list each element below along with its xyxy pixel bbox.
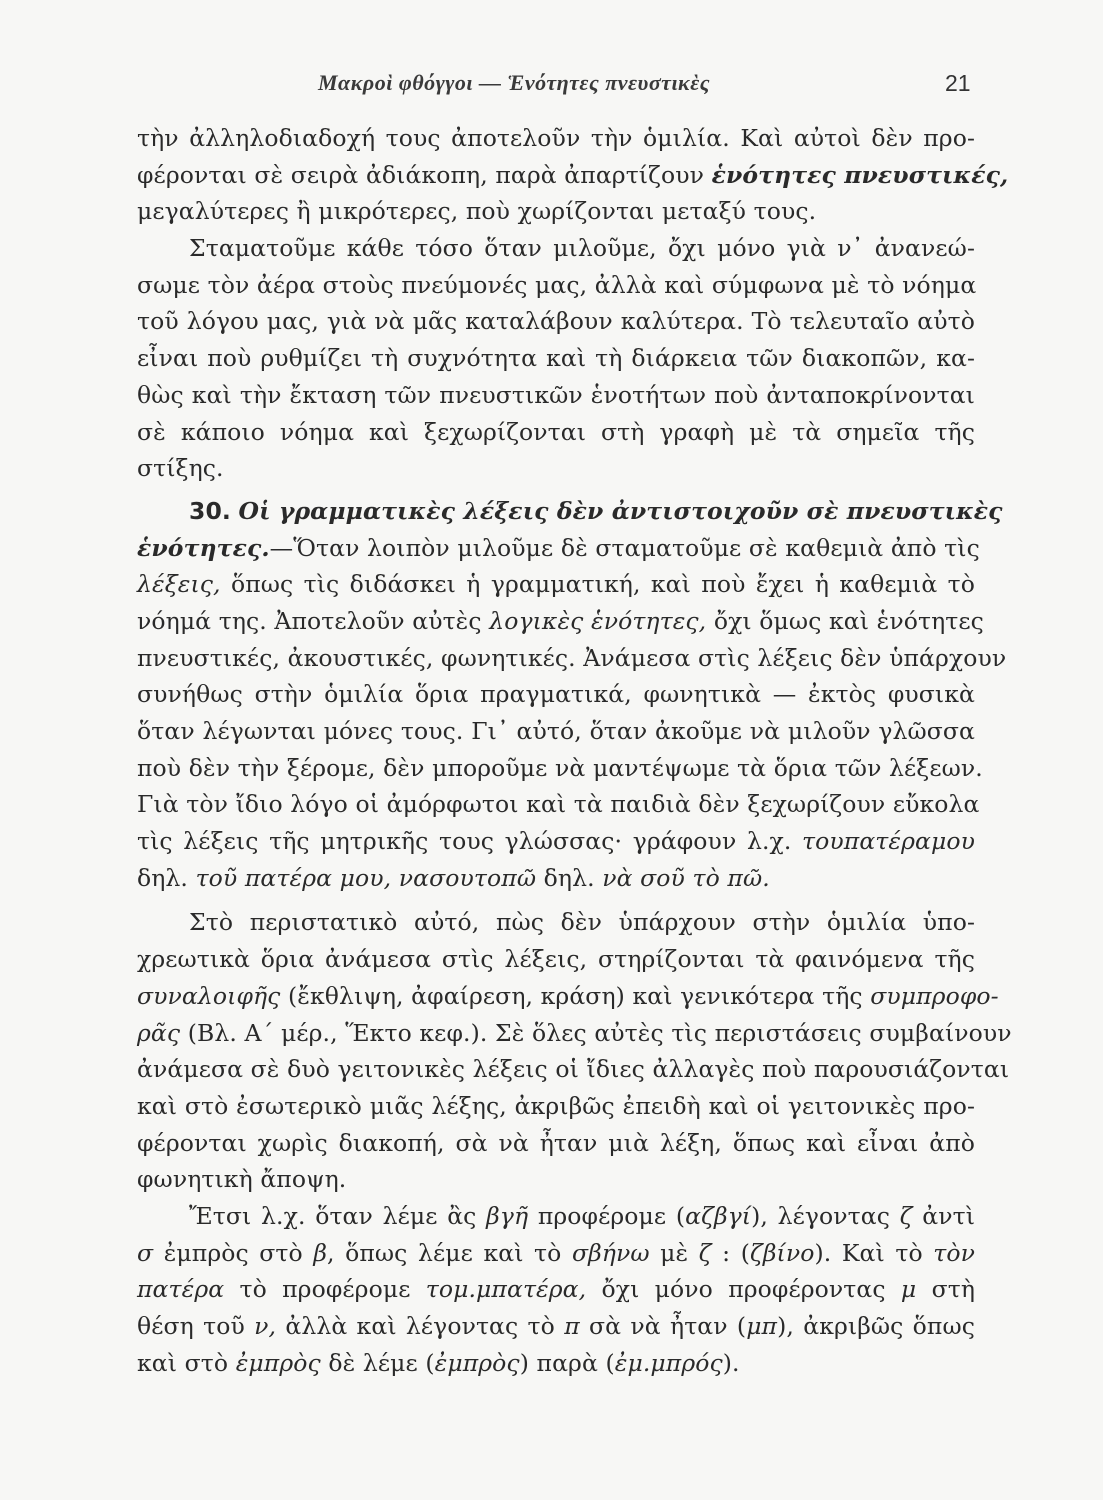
text-line: ὅταν λέγωνται μόνες τους. Γι᾿ αὐτό, ὅταν ἀκοῦμε νὰ μιλοῦν γλῶσσα xyxy=(137,717,975,745)
text-line: στίξης. xyxy=(137,454,224,483)
text-line: καὶ στὸ ἐμπρὸς δὲ λέμε (ἐμπρὸς) παρὰ (ἐμ.μπρός). xyxy=(137,1348,740,1377)
text-line: καὶ στὸ ἐσωτερικὸ μιᾶς λέξης, ἀκριβῶς ἐπειδὴ καὶ οἱ γειτονικὲς προ- xyxy=(137,1091,975,1120)
text-line: φέρονται χωρὶς διακοπή, σὰ νὰ ἦταν μιὰ λέξη, ὅπως καὶ εἶναι ἀπὸ xyxy=(137,1128,975,1157)
text-line: φωνητικὴ ἄποψη. xyxy=(137,1165,347,1194)
text-line: νόημά της. Ἀποτελοῦν αὐτὲς λογικὲς ἑνότητες, ὄχι ὅμως καὶ ἑνότητες xyxy=(137,606,984,635)
text-line: τὶς λέξεις τῆς μητρικῆς τους γλώσσας· γράφουν λ.χ. τουπατέραμου xyxy=(137,827,975,856)
text-line: συνήθως στὴν ὁμιλία ὅρια πραγματικά, φωνητικὰ — ἐκτὸς φυσικὰ xyxy=(137,680,975,709)
running-title: Μακροὶ φθόγγοι — Ἑνότητες πνευστικὲς xyxy=(318,70,711,95)
text-line: θέση τοῦ ν, ἀλλὰ καὶ λέγοντας τὸ π σὰ νὰ ἦταν (μπ), ἀκριβῶς ὅπως xyxy=(137,1312,976,1340)
text-line: δηλ. τοῦ πατέρα μου, νασουτοπῶ δηλ. νὰ σοῦ τὸ πῶ. xyxy=(137,863,770,892)
text-line: σωμε τὸν ἀέρα στοὺς πνεύμονές μας, ἀλλὰ καὶ σύμφωνα μὲ τὸ νόημα xyxy=(137,270,977,299)
section-number: 30. xyxy=(189,496,231,525)
text-line: εἶναι ποὺ ρυθμίζει τὴ συχνότητα καὶ τὴ διάρκεια τῶν διακοπῶν, κα- xyxy=(137,344,975,373)
text-line: Γιὰ τὸν ἴδιο λόγο οἱ ἀμόρφωτοι καὶ τὰ παιδιὰ δὲν ξεχωρίζουν εὔκολα xyxy=(137,790,980,819)
text-line: σ ἐμπρὸς στὸ β, ὅπως λέμε καὶ τὸ σβήνω μὲ ζ : (ζβίνο). Καὶ τὸ τὸν xyxy=(137,1238,975,1267)
text-line: θὼς καὶ τὴν ἔκταση τῶν πνευστικῶν ἑνοτήτων ποὺ ἀνταποκρίνονται xyxy=(137,380,975,409)
section-title: Οἱ γραμματικὲς λέξεις δὲν ἀντιστοιχοῦν σὲ πνευστικὲς xyxy=(238,496,1003,525)
text-line: πατέρα τὸ προφέρομε τομ.μπατέρα, ὄχι μόνο προφέροντας μ στὴ xyxy=(137,1275,975,1304)
text-line: ρᾶς (Βλ. Α΄ μέρ., Ἕκτο κεφ.). Σὲ ὅλες αὐτὲς τὶς περιστάσεις συμβαίνουν xyxy=(137,1018,1012,1047)
text-line: Ἔτσι λ.χ. ὅταν λέμε ἂς βγῆ προφέρομε (αζβγί), λέγοντας ζ ἀντὶ xyxy=(189,1201,976,1230)
text-line: ποὺ δὲν τὴν ξέρομε, δὲν μποροῦμε νὰ μαντέψωμε τὰ ὅρια τῶν λέξεων. xyxy=(137,753,983,782)
text-line: ἑνότητες.—Ὅταν λοιπὸν μιλοῦμε δὲ σταματοῦμε σὲ καθεμιὰ ἀπὸ τὶς xyxy=(137,533,980,562)
text-line: τοῦ λόγου μας, γιὰ νὰ μᾶς καταλάβουν καλύτερα. Τὸ τελευταῖο αὐτὸ xyxy=(137,307,975,336)
text-line: τὴν ἀλληλοδιαδοχή τους ἀποτελοῦν τὴν ὁμιλία. Καὶ αὐτοὶ δὲν προ- xyxy=(137,124,975,152)
running-header xyxy=(0,64,1103,104)
text-line: λέξεις, ὅπως τὶς διδάσκει ἡ γραμματική, καὶ ποὺ ἔχει ἡ καθεμιὰ τὸ xyxy=(137,570,975,599)
text-line: Στὸ περιστατικὸ αὐτό, πὼς δὲν ὑπάρχουν στὴν ὁμιλία ὑπο- xyxy=(189,908,975,937)
section-heading xyxy=(137,493,1003,530)
text-line: συναλοιφῆς (ἔκθλιψη, ἀφαίρεση, κράση) καὶ γενικότερα τῆς συμπροφο- xyxy=(137,981,999,1010)
page-number: 21 xyxy=(945,70,971,96)
text-line: χρεωτικὰ ὅρια ἀνάμεσα στὶς λέξεις, στηρίζονται τὰ φαινόμενα τῆς xyxy=(137,945,975,974)
text-line: μεγαλύτερες ἢ μικρότερες, ποὺ χωρίζονται μεταξύ τους. xyxy=(137,197,817,226)
text-line: σὲ κάποιο νόημα καὶ ξεχωρίζονται στὴ γραφὴ μὲ τὰ σημεῖα τῆς xyxy=(137,417,975,446)
text-line: Σταματοῦμε κάθε τόσο ὅταν μιλοῦμε, ὄχι μόνο γιὰ ν᾿ ἀνανεώ- xyxy=(189,234,975,263)
body-text xyxy=(137,120,1012,1381)
text-line: πνευστικές, ἀκουστικές, φωνητικές. Ἀνάμεσα στὶς λέξεις δὲν ὑπάρχουν xyxy=(137,643,1007,672)
text-line: ἀνάμεσα σὲ δυὸ γειτονικὲς λέξεις οἱ ἴδιες ἀλλαγὲς ποὺ παρουσιάζονται xyxy=(137,1055,1010,1084)
text-line: φέρονται σὲ σειρὰ ἀδιάκοπη, παρὰ ἀπαρτίζουν ἑνότητες πνευστικές, xyxy=(137,160,1009,189)
